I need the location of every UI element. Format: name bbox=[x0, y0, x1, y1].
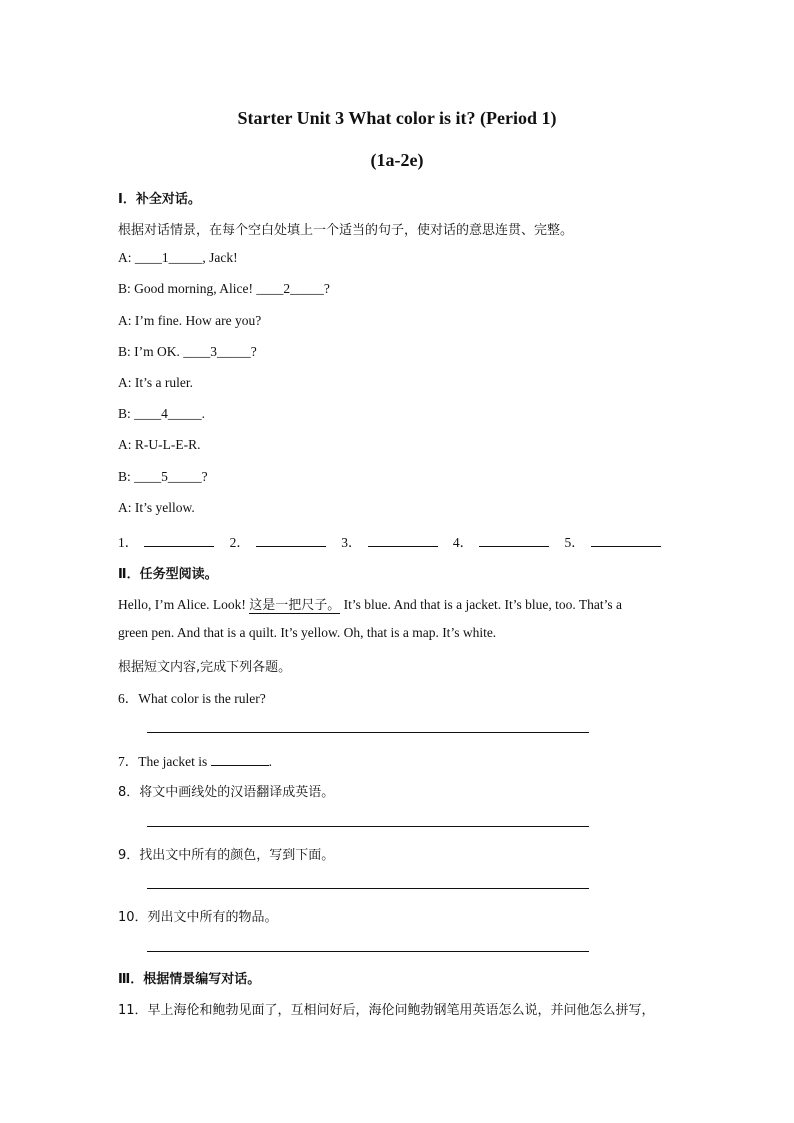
dialogue-line-9: A: It’s yellow. bbox=[118, 500, 195, 515]
dialogue-line-7: A: R-U-L-E-R. bbox=[118, 437, 201, 452]
underlined-phrase: 这是一把尺子。 bbox=[249, 598, 341, 613]
dialogue-line-2: B: Good morning, Alice! ____2_____? bbox=[118, 281, 330, 296]
answer-line-9[interactable] bbox=[147, 888, 589, 889]
section1-instruction: 根据对话情景，在每个空白处填上一个适当的句子，使对话的意思连贯、完整。 bbox=[118, 223, 574, 238]
question-10: 10．列出文中所有的物品。 bbox=[118, 910, 278, 925]
answer-line-6[interactable] bbox=[147, 732, 589, 733]
question-11: 11．早上海伦和鲍勃见面了，互相问好后，海伦问鲍勃钢笔用英语怎么说，并问他怎么拼写， bbox=[118, 1003, 655, 1018]
answer-blank-5[interactable]: 5． bbox=[565, 531, 661, 551]
section2-heading: Ⅱ．任务型阅读。 bbox=[118, 567, 218, 582]
dialogue-line-5: A: It’s a ruler. bbox=[118, 375, 193, 390]
dialogue-line-6: B: ____4_____. bbox=[118, 406, 206, 421]
question-8: 8．将文中画线处的汉语翻译成英语。 bbox=[118, 785, 335, 800]
answer-line-10[interactable] bbox=[147, 951, 589, 952]
dialogue-line-1: A: ____1_____, Jack! bbox=[118, 250, 238, 265]
section1-heading: Ⅰ．补全对话。 bbox=[118, 192, 201, 207]
answer-blank-1[interactable]: 1． bbox=[118, 531, 214, 551]
page-title: Starter Unit 3 What color is it? (Period 1) bbox=[237, 108, 557, 128]
section2-instruction: 根据短文内容,完成下列各题。 bbox=[118, 660, 292, 675]
question-9: 9．找出文中所有的颜色，写到下面。 bbox=[118, 848, 335, 863]
section1-answer-row bbox=[118, 531, 673, 551]
answer-blank-3[interactable]: 3． bbox=[341, 531, 437, 551]
passage-line-2: green pen. And that is a quilt. It’s yellow. Oh, that is a map. It’s white. bbox=[118, 625, 497, 640]
section3-heading: Ⅲ．根据情景编写对话。 bbox=[118, 972, 261, 987]
question-6: 6．What color is the ruler? bbox=[118, 691, 266, 706]
page-subtitle: (1a-2e) bbox=[370, 150, 424, 170]
answer-line-8[interactable] bbox=[147, 826, 589, 827]
dialogue-line-8: B: ____5_____? bbox=[118, 469, 208, 484]
q7-blank[interactable] bbox=[211, 764, 269, 766]
dialogue-line-4: B: I’m OK. ____3_____? bbox=[118, 344, 257, 359]
answer-blank-4[interactable]: 4． bbox=[453, 531, 549, 551]
answer-blank-2[interactable]: 2． bbox=[230, 531, 326, 551]
dialogue-line-3: A: I’m fine. How are you? bbox=[118, 313, 262, 328]
question-7: 7．The jacket is . bbox=[118, 754, 272, 769]
passage-line-1: Hello, I’m Alice. Look! 这是一把尺子。 It’s blue. And that is a jacket. It’s blue, too. That’s a bbox=[118, 597, 622, 613]
